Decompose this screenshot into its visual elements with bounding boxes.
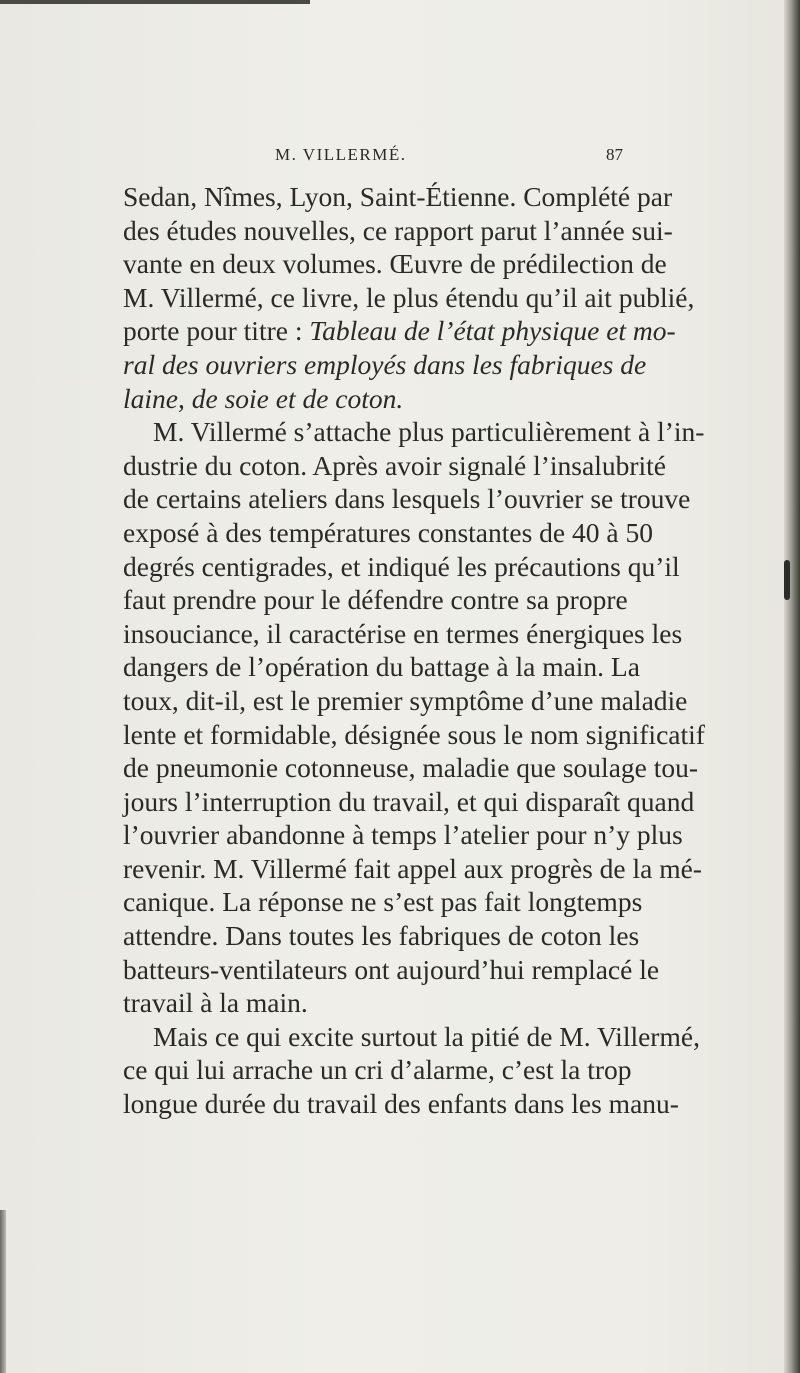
text-line: canique. La réponse ne s’est pas fait longtemps	[123, 886, 643, 918]
running-head	[123, 145, 623, 169]
text-line: faut prendre pour le défendre contre sa propre	[123, 584, 628, 616]
running-title: M. VILLERMÉ.	[275, 145, 407, 164]
text-line: l’ouvrier abandonne à temps l’atelier pour n’y plus	[123, 819, 683, 851]
text-line: toux, dit-il, est le premier symptôme d’une maladie	[123, 684, 688, 716]
book-title-line: laine, de soie et de coton.	[123, 382, 404, 414]
text-line: insouciance, il caractérise en termes énergiques les	[123, 617, 683, 649]
paragraph-start-line: M. Villermé s’attache plus particulièrement à l’in-	[153, 416, 705, 448]
book-title-line: ral des ouvriers employés dans les fabriques de	[123, 348, 647, 380]
text-line: ce qui lui arrache un cri d’alarme, c’est la trop	[123, 1054, 632, 1086]
text-line: des études nouvelles, ce rapport parut l’année sui-	[123, 214, 673, 246]
text-line: Sedan, Nîmes, Lyon, Saint-Étienne. Complété par	[123, 181, 673, 212]
page-edge-mark	[784, 560, 790, 600]
text-line: exposé à des températures constantes de 40 à 50	[123, 516, 653, 548]
text-line: dustrie du coton. Après avoir signalé l’insalubrité	[123, 449, 667, 481]
paragraph-start-line: Mais ce qui excite surtout la pitié de M. Villermé,	[153, 1020, 700, 1052]
text-line: vante en deux volumes. Œuvre de prédilection de	[123, 248, 667, 280]
text-line: degrés centigrades, et indiqué les précautions qu’il	[123, 550, 680, 582]
text-run: porte pour titre :	[123, 315, 310, 347]
text-line: de certains ateliers dans lesquels l’ouvrier se trouve	[123, 483, 691, 515]
text-line: M. Villermé, ce livre, le plus étendu qu’il ait publié,	[123, 281, 695, 313]
body-text	[123, 180, 705, 1121]
text-line: dangers de l’opération du battage à la main. La	[123, 651, 640, 683]
book-title-italic: Tableau de l’état physique et mo-	[309, 315, 676, 347]
text-line: jours l’interruption du travail, et qui disparaît quand	[123, 785, 695, 817]
text-line: longue durée du travail des enfants dans les manu-	[123, 1088, 679, 1120]
page-number: 87	[606, 145, 623, 164]
text-line: travail à la main.	[123, 987, 308, 1019]
text-line: revenir. M. Villermé fait appel aux progrès de la mé-	[123, 852, 702, 884]
text-line: attendre. Dans toutes les fabriques de coton les	[123, 920, 640, 952]
text-line	[123, 314, 676, 348]
text-line: batteurs-ventilateurs ont aujourd’hui remplacé le	[123, 953, 660, 985]
text-line: de pneumonie cotonneuse, maladie que soulage tou-	[123, 752, 699, 784]
left-edge-shadow	[0, 1210, 6, 1373]
page-gutter-shadow	[784, 0, 800, 1373]
text-line: lente et formidable, désignée sous le nom significatif	[123, 718, 705, 750]
top-edge-shadow	[0, 0, 310, 4]
